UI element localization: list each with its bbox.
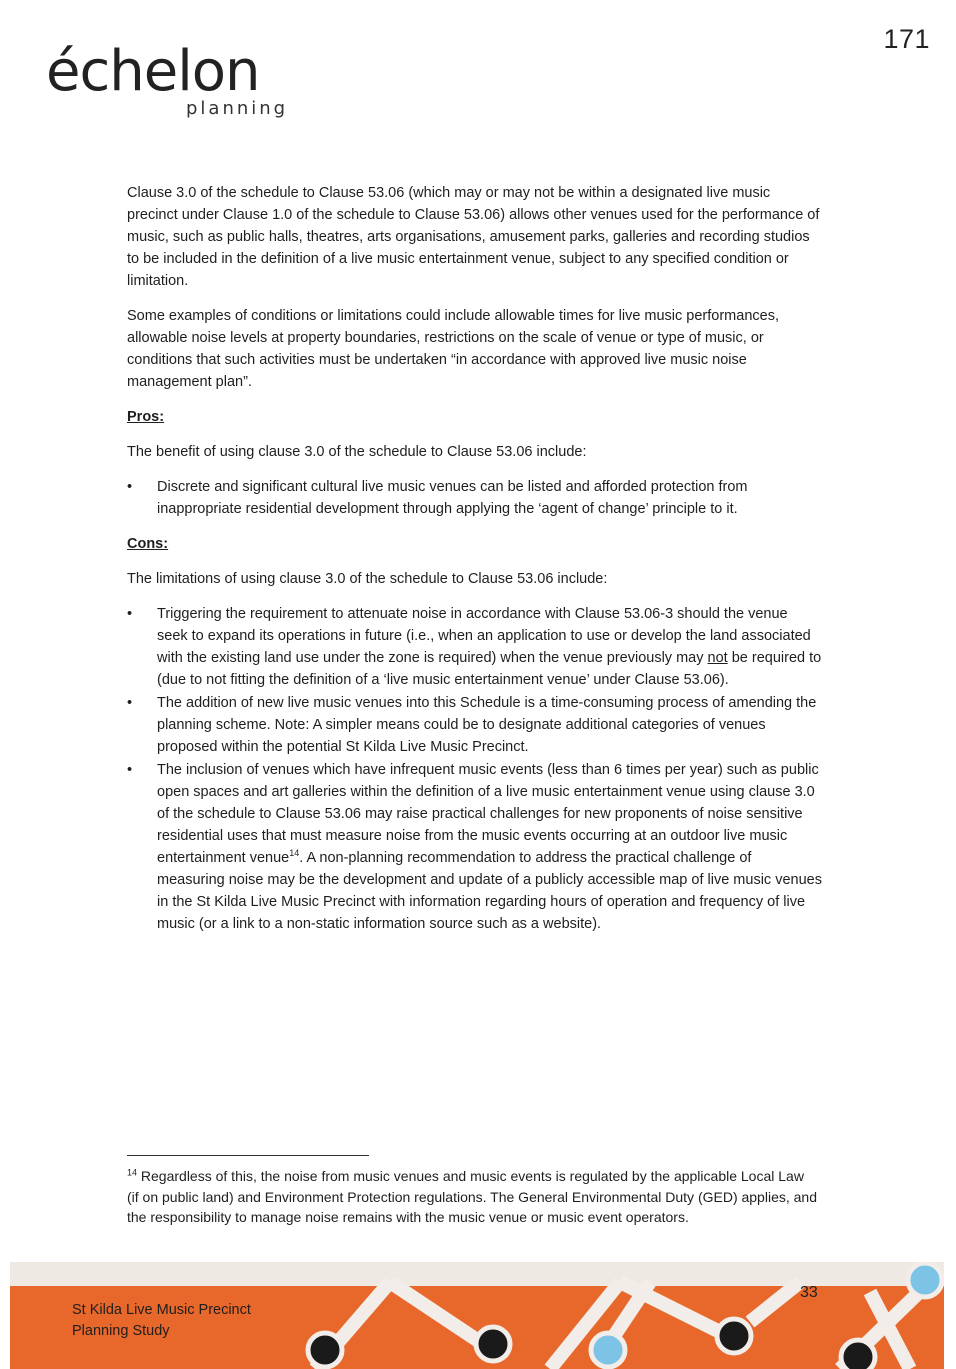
footnote-reference[interactable]: 14 — [289, 848, 300, 859]
bullet-glyph: • — [127, 606, 133, 622]
paragraph-conditions: Some examples of conditions or limitations could include allowable times for live music performances, allowable noise levels at property boundaries, restrictions on the scale of venue or type of music, or conditions that such activities must be undertaken “in accordance with approved live music noise management plan”. — [127, 308, 779, 390]
text-run: be required to (due to not fitting the definition of a ‘live music entertainment venue’ under Clause 53.06). — [157, 650, 822, 688]
pros-list — [127, 476, 822, 520]
footer-title-line: Planning Study — [72, 1323, 170, 1339]
dot-dark — [717, 1319, 751, 1353]
echelon-logo — [46, 39, 296, 124]
footnote-divider — [127, 1155, 369, 1156]
dot-light — [591, 1333, 625, 1367]
text-run: Triggering the requirement to attenuate noise in accordance with Clause 53.06-3 should the venue seek to expand its operations in future (i.e., when an application to use or develop the land associated with the existing land use under the zone is required) when the venue previously may — [157, 606, 811, 666]
bullet-glyph: • — [127, 479, 133, 495]
cons-list — [127, 603, 822, 935]
list-item — [127, 603, 822, 691]
bullet-glyph: • — [127, 695, 133, 711]
cons-intro: The limitations of using clause 3.0 of the schedule to Clause 53.06 include: — [127, 571, 608, 587]
list-item-text — [157, 762, 822, 932]
pros-intro: The benefit of using clause 3.0 of the schedule to Clause 53.06 include: — [127, 444, 587, 460]
list-item — [127, 692, 822, 758]
list-item-text: Discrete and significant cultural live music venues can be listed and afforded protection from inappropriate residential development through applying the ‘agent of change’ principle to it. — [157, 479, 748, 517]
cons-heading: Cons: — [127, 536, 169, 552]
dot-dark — [476, 1327, 510, 1361]
underlined-word: not — [707, 650, 728, 666]
footer-title-line: St Kilda Live Music Precinct — [72, 1302, 251, 1318]
footer-page-number: 33 — [800, 1284, 818, 1301]
footer-banner — [10, 1262, 944, 1369]
document-page-number: 171 — [883, 24, 930, 54]
footer-document-title — [72, 1300, 251, 1342]
pros-heading: Pros: — [127, 409, 165, 425]
list-item — [127, 759, 822, 935]
footnote-number: 14 — [127, 1167, 138, 1178]
dot-dark — [308, 1333, 342, 1367]
text-run: The inclusion of venues which have infrequent music events (less than 6 times per year) such as public open spaces and art galleries within the definition of a live music entertainment venue using clause 3.0 of the schedule to Clause 53.06 may raise practical challenges for new proponents of noise sensitive residential uses that must measure noise from the music events occurring at an outdoor live music entertainment venue — [157, 762, 819, 866]
text-run: . A non-planning recommendation to address the practical challenge of measuring noise may be the development and update of a publicly accessible map of live music venues in the St Kilda Live Music Precinct with information regarding hours of operation and frequency of live music (or a link to a non-static information source such as a website). — [157, 850, 822, 932]
list-item — [127, 476, 822, 520]
dot-dark — [841, 1340, 875, 1369]
footnote — [127, 1166, 817, 1228]
logo-main-text: échelon — [46, 39, 260, 104]
main-content — [127, 182, 822, 948]
list-item-text — [157, 606, 821, 688]
bullet-glyph: • — [127, 762, 133, 778]
list-item-text: The addition of new live music venues into this Schedule is a time-consuming process of amending the planning scheme. Note: A simpler means could be to designate additional categories of venues proposed within the potential St Kilda Live Music Precinct. — [157, 695, 817, 755]
logo-sub-text: planning — [186, 98, 289, 119]
paragraph-clause-3: Clause 3.0 of the schedule to Clause 53.06 (which may or may not be within a designated live music precinct under Clause 1.0 of the schedule to Clause 53.06) allows other venues used for the performance of music, such as public halls, theatres, arts organisations, amusement parks, galleries and recording studios to be included in the definition of a live music entertainment venue, subject to any specified condition or limitation. — [127, 185, 820, 289]
dot-light — [908, 1263, 942, 1297]
footnote-text: Regardless of this, the noise from music venues and music events is regulated by the applicable Local Law (if on public land) and Environment Protection regulations. The General Environmental Duty (GED) applies, and the responsibility to manage noise remains with the music venue or music event operators. — [127, 1168, 817, 1225]
